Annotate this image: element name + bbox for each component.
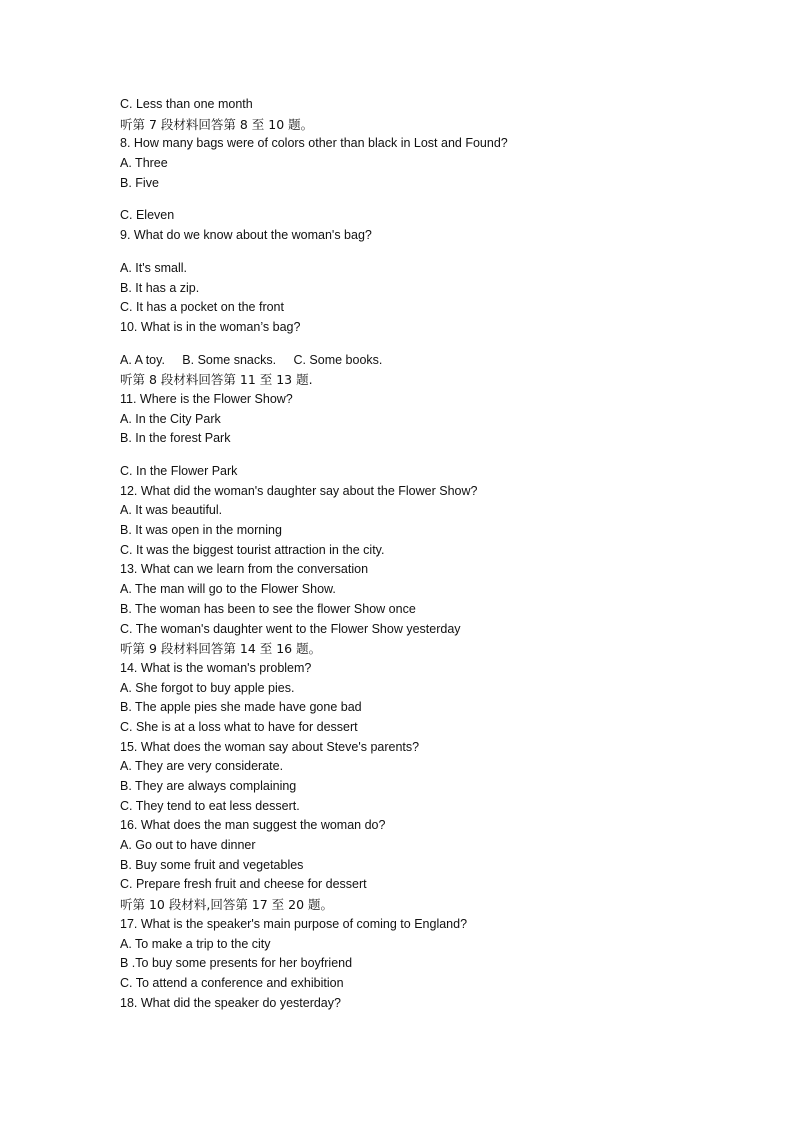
answer-option: C. The woman's daughter went to the Flower Show yesterday: [120, 621, 461, 636]
answer-option: A. She forgot to buy apple pies.: [120, 680, 295, 695]
answer-option: A. To make a trip to the city: [120, 936, 271, 951]
answer-option: C. She is at a loss what to have for dessert: [120, 719, 358, 734]
question-text: 18. What did the speaker do yesterday?: [120, 995, 341, 1010]
question-text: 8. How many bags were of colors other than black in Lost and Found?: [120, 136, 508, 151]
section-heading: 听第 8 段材料回答第 11 至 13 题.: [120, 372, 313, 388]
answer-options-inline: A. A toy. B. Some snacks. C. Some books.: [120, 352, 383, 367]
section-heading: 听第 9 段材料回答第 14 至 16 题。: [120, 641, 322, 657]
answer-option: C. In the Flower Park: [120, 464, 238, 478]
answer-option: B .To buy some presents for her boyfriend: [120, 956, 353, 971]
section-heading: 听第 10 段材料,回答第 17 至 20 题。: [120, 897, 334, 913]
answer-option: C. It was the biggest tourist attraction in the city.: [120, 542, 385, 557]
answer-option: A. Three: [120, 156, 168, 171]
answer-option: C. It has a pocket on the front: [120, 300, 284, 315]
question-text: 17. What is the speaker's main purpose of coming to England?: [120, 916, 468, 931]
question-text: 15. What does the woman say about Steve's parents?: [120, 739, 420, 754]
answer-option: B. Buy some fruit and vegetables: [120, 857, 304, 872]
answer-option: A. It's small.: [120, 260, 187, 275]
question-text: 16. What does the man suggest the woman do?: [120, 818, 386, 833]
document-page: [120, 95, 740, 1013]
text-line: C. Less than one month: [120, 97, 253, 111]
answer-option: A. The man will go to the Flower Show.: [120, 582, 336, 597]
answer-option: B. It has a zip.: [120, 280, 200, 295]
answer-option: C. Prepare fresh fruit and cheese for dessert: [120, 877, 367, 892]
answer-option: C. They tend to eat less dessert.: [120, 798, 300, 813]
spacer: [120, 449, 740, 462]
spacer: [120, 338, 740, 351]
answer-option: A. Go out to have dinner: [120, 838, 256, 853]
answer-option: B. In the forest Park: [120, 431, 231, 446]
question-text: 10. What is in the woman’s bag?: [120, 319, 301, 334]
question-text: 11. Where is the Flower Show?: [120, 391, 293, 406]
answer-option: C. To attend a conference and exhibition: [120, 975, 344, 990]
question-text: 9. What do we know about the woman's bag?: [120, 228, 372, 243]
spacer: [120, 246, 740, 259]
answer-option: B. The apple pies she made have gone bad: [120, 700, 362, 715]
answer-option: A. They are very considerate.: [120, 759, 284, 774]
question-text: 14. What is the woman's problem?: [120, 660, 312, 675]
answer-option: B. It was open in the morning: [120, 523, 282, 538]
answer-option: A. In the City Park: [120, 411, 221, 426]
answer-option: B. Five: [120, 175, 159, 190]
spacer: [120, 193, 740, 206]
answer-option: A. It was beautiful.: [120, 503, 223, 518]
question-text: 13. What can we learn from the conversation: [120, 562, 369, 577]
question-text: 12. What did the woman's daughter say about the Flower Show?: [120, 483, 478, 498]
answer-option: B. They are always complaining: [120, 779, 297, 793]
answer-option: C. Eleven: [120, 208, 175, 223]
section-heading: 听第 7 段材料回答第 8 至 10 题。: [120, 116, 314, 132]
answer-option: B. The woman has been to see the flower Show once: [120, 601, 416, 616]
